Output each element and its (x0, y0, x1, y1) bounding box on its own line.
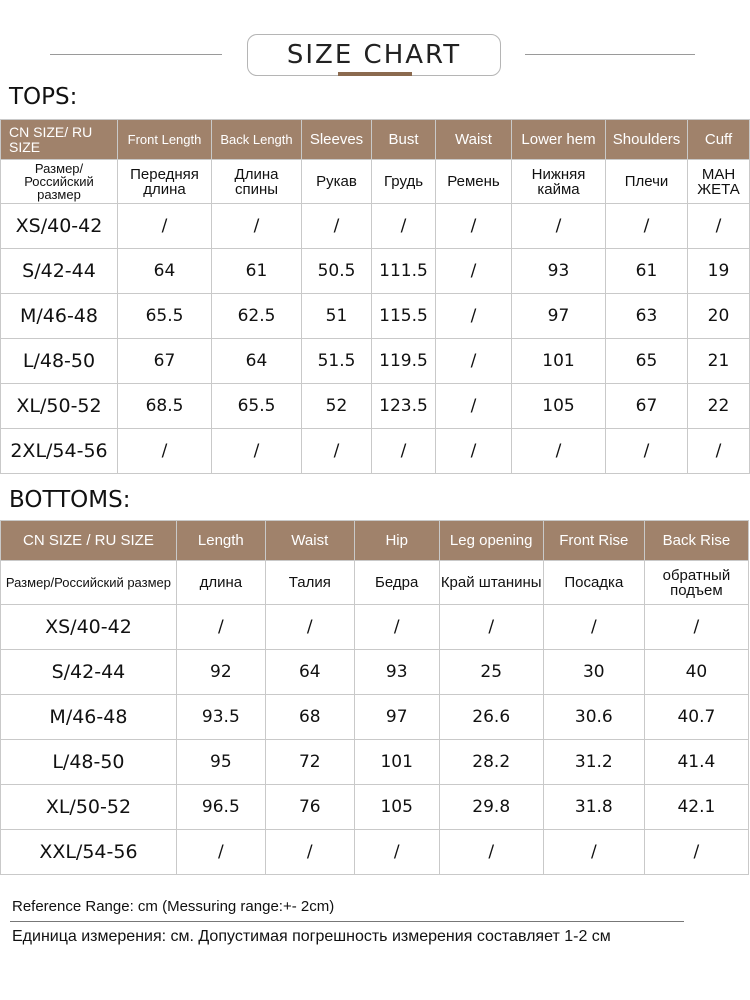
bottoms-value-cell: / (543, 830, 644, 875)
tops-value-cell: / (436, 294, 512, 339)
bottoms-row (1, 650, 749, 695)
bottoms-value-cell: 92 (176, 650, 265, 695)
tops-col-cuff: Cuff (688, 120, 750, 160)
tops-size-cell: XS/40-42 (1, 204, 118, 249)
tops-ru-cuff: МАН ЖЕТА (688, 160, 750, 204)
header-rule-right (525, 54, 695, 55)
bottoms-value-cell: / (644, 605, 748, 650)
tops-value-cell: / (606, 204, 688, 249)
size-chart-title (247, 34, 501, 76)
tops-value-cell: 62.5 (212, 294, 302, 339)
tops-ru-back-length: Длина спины (212, 160, 302, 204)
tops-value-cell: 52 (302, 384, 372, 429)
tops-row (1, 339, 750, 384)
bottoms-row (1, 785, 749, 830)
tops-col-waist: Waist (436, 120, 512, 160)
tops-value-cell: / (436, 384, 512, 429)
bottoms-value-cell: / (354, 605, 439, 650)
bottoms-value-cell: 93.5 (176, 695, 265, 740)
bottoms-col-length: Length (176, 521, 265, 561)
tops-size-cell: S/42-44 (1, 249, 118, 294)
tops-row (1, 204, 750, 249)
tops-value-cell: 22 (688, 384, 750, 429)
bottoms-ru-back-rise: обратный подъем (644, 561, 748, 605)
tops-value-cell: 61 (212, 249, 302, 294)
bottoms-value-cell: 30.6 (543, 695, 644, 740)
tops-value-cell: 65.5 (212, 384, 302, 429)
bottoms-value-cell: 72 (265, 740, 354, 785)
bottoms-value-cell: 29.8 (439, 785, 543, 830)
tops-ru-waist: Ремень (436, 160, 512, 204)
bottoms-table (0, 520, 749, 875)
title-underline (338, 72, 412, 76)
tops-col-lower-hem: Lower hem (512, 120, 606, 160)
tops-ru-shoulders: Плечи (606, 160, 688, 204)
tops-heading: TOPS: (9, 84, 78, 110)
size-chart-title-text: SIZE CHART (286, 40, 462, 70)
tops-size-cell: 2XL/54-56 (1, 429, 118, 474)
bottoms-value-cell: / (176, 830, 265, 875)
tops-value-cell: 67 (606, 384, 688, 429)
bottoms-value-cell: / (644, 830, 748, 875)
tops-value-cell: / (118, 204, 212, 249)
footer-divider (10, 921, 684, 922)
bottoms-value-cell: 26.6 (439, 695, 543, 740)
bottoms-value-cell: / (439, 830, 543, 875)
tops-value-cell: 61 (606, 249, 688, 294)
bottoms-value-cell: 41.4 (644, 740, 748, 785)
bottoms-ru-hip: Бедра (354, 561, 439, 605)
tops-col-back-length: Back Length (212, 120, 302, 160)
bottoms-col-back-rise: Back Rise (644, 521, 748, 561)
tops-ru-lower-hem: Нижняя кайма (512, 160, 606, 204)
tops-value-cell: 101 (512, 339, 606, 384)
bottoms-ru-waist: Талия (265, 561, 354, 605)
bottoms-col-hip: Hip (354, 521, 439, 561)
tops-ru-bust: Грудь (372, 160, 436, 204)
bottoms-value-cell: / (354, 830, 439, 875)
tops-value-cell: 50.5 (302, 249, 372, 294)
bottoms-value-cell: / (265, 605, 354, 650)
bottoms-value-cell: 64 (265, 650, 354, 695)
tops-value-cell: 111.5 (372, 249, 436, 294)
tops-value-cell: 51 (302, 294, 372, 339)
bottoms-value-cell: 30 (543, 650, 644, 695)
bottoms-value-cell: 68 (265, 695, 354, 740)
tops-value-cell: 19 (688, 249, 750, 294)
tops-col-sleeves: Sleeves (302, 120, 372, 160)
bottoms-value-cell: / (543, 605, 644, 650)
bottoms-value-cell: / (439, 605, 543, 650)
bottoms-col-size: CN SIZE / RU SIZE (1, 521, 177, 561)
bottoms-value-cell: 40.7 (644, 695, 748, 740)
header-rule-left (50, 54, 222, 55)
tops-value-cell: 115.5 (372, 294, 436, 339)
tops-value-cell: / (372, 429, 436, 474)
bottoms-body (1, 605, 749, 875)
bottoms-value-cell: / (265, 830, 354, 875)
tops-value-cell: 97 (512, 294, 606, 339)
tops-ru-front-length: Передняя длина (118, 160, 212, 204)
bottoms-ru-front-rise: Посадка (543, 561, 644, 605)
tops-row (1, 294, 750, 339)
bottoms-value-cell: 95 (176, 740, 265, 785)
bottoms-col-leg-opening: Leg opening (439, 521, 543, 561)
tops-size-cell: XL/50-52 (1, 384, 118, 429)
tops-value-cell: 64 (212, 339, 302, 384)
tops-value-cell: / (688, 429, 750, 474)
bottoms-col-front-rise: Front Rise (543, 521, 644, 561)
tops-value-cell: / (436, 339, 512, 384)
tops-value-cell: / (688, 204, 750, 249)
tops-ru-sleeves: Рукав (302, 160, 372, 204)
bottoms-value-cell: 40 (644, 650, 748, 695)
bottoms-value-cell: 42.1 (644, 785, 748, 830)
tops-value-cell: 51.5 (302, 339, 372, 384)
bottoms-value-cell: 93 (354, 650, 439, 695)
bottoms-ru-leg-opening: Край штанины (439, 561, 543, 605)
bottoms-ru-size: Размер/Российский размер (1, 561, 177, 605)
tops-value-cell: 63 (606, 294, 688, 339)
tops-body (1, 204, 750, 474)
bottoms-value-cell: 31.8 (543, 785, 644, 830)
tops-value-cell: / (512, 429, 606, 474)
tops-value-cell: 67 (118, 339, 212, 384)
tops-row (1, 384, 750, 429)
bottoms-row (1, 695, 749, 740)
tops-col-size: CN SIZE/ RU SIZE (1, 120, 118, 160)
unit-note-ru: Единица измерения: см. Допустимая погрешность измерения составляет 1-2 см (12, 928, 611, 945)
bottoms-value-cell: / (176, 605, 265, 650)
tops-value-cell: 68.5 (118, 384, 212, 429)
tops-col-shoulders: Shoulders (606, 120, 688, 160)
tops-col-bust: Bust (372, 120, 436, 160)
tops-value-cell: 105 (512, 384, 606, 429)
tops-value-cell: / (302, 204, 372, 249)
tops-value-cell: / (512, 204, 606, 249)
tops-value-cell: 123.5 (372, 384, 436, 429)
tops-size-cell: M/46-48 (1, 294, 118, 339)
reference-range-note: Reference Range: cm (Messuring range:+- 2cm) (12, 898, 335, 915)
tops-table (0, 119, 750, 474)
bottoms-size-cell: XS/40-42 (1, 605, 177, 650)
bottoms-row (1, 740, 749, 785)
tops-value-cell: / (212, 204, 302, 249)
bottoms-col-waist: Waist (265, 521, 354, 561)
tops-size-cell: L/48-50 (1, 339, 118, 384)
tops-value-cell: / (436, 204, 512, 249)
tops-value-cell: / (436, 249, 512, 294)
bottoms-row (1, 830, 749, 875)
bottoms-size-cell: XXL/54-56 (1, 830, 177, 875)
tops-row (1, 429, 750, 474)
tops-value-cell: / (302, 429, 372, 474)
tops-value-cell: 64 (118, 249, 212, 294)
bottoms-value-cell: 25 (439, 650, 543, 695)
bottoms-value-cell: 97 (354, 695, 439, 740)
bottoms-heading: BOTTOMS: (9, 487, 131, 513)
tops-value-cell: 119.5 (372, 339, 436, 384)
tops-row (1, 249, 750, 294)
bottoms-size-cell: XL/50-52 (1, 785, 177, 830)
bottoms-value-cell: 101 (354, 740, 439, 785)
bottoms-size-cell: L/48-50 (1, 740, 177, 785)
tops-value-cell: 93 (512, 249, 606, 294)
tops-value-cell: 65.5 (118, 294, 212, 339)
bottoms-row (1, 605, 749, 650)
tops-col-front-length: Front Length (118, 120, 212, 160)
tops-value-cell: 21 (688, 339, 750, 384)
bottoms-value-cell: 96.5 (176, 785, 265, 830)
tops-value-cell: / (372, 204, 436, 249)
tops-value-cell: / (118, 429, 212, 474)
bottoms-value-cell: 105 (354, 785, 439, 830)
bottoms-size-cell: M/46-48 (1, 695, 177, 740)
bottoms-value-cell: 76 (265, 785, 354, 830)
tops-value-cell: 20 (688, 294, 750, 339)
bottoms-ru-length: длина (176, 561, 265, 605)
tops-value-cell: / (606, 429, 688, 474)
tops-value-cell: / (212, 429, 302, 474)
bottoms-size-cell: S/42-44 (1, 650, 177, 695)
tops-value-cell: 65 (606, 339, 688, 384)
tops-ru-size: Размер/ Российский размер (1, 160, 118, 204)
bottoms-value-cell: 31.2 (543, 740, 644, 785)
tops-value-cell: / (436, 429, 512, 474)
bottoms-value-cell: 28.2 (439, 740, 543, 785)
